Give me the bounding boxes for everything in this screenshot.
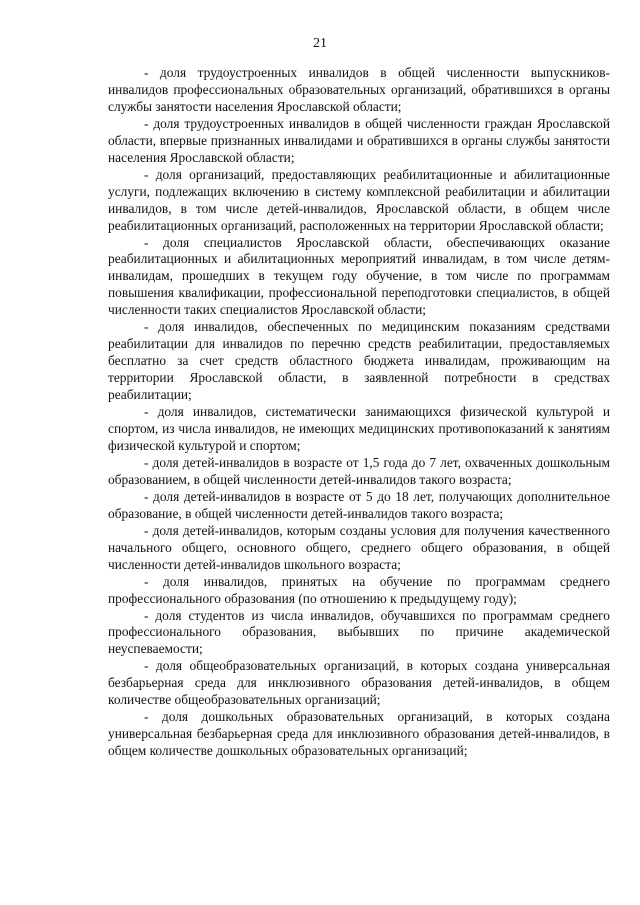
indicator-paragraph: - доля детей-инвалидов, которым созданы условия для получения качественного начального общего, основного общего, среднего общего образования, в общей численности детей-инвалидов школьного возраста; — [108, 522, 610, 572]
indicator-paragraph: - доля организаций, предоставляющих реабилитационные и абилитационные услуги, подлежащих включению в систему комплексной реабилитации и абилитации инвалидов, в том числе детей-инвалидов, Ярославской области, в общем числе реабилитационных организаций, расположенных на территории Ярославской области; — [108, 166, 610, 233]
document-body — [108, 65, 610, 760]
indicator-paragraph: - доля общеобразовательных организаций, в которых создана универсальная безбарьерная среда для инклюзивного образования детей-инвалидов, в общем количестве общеобразовательных организаций; — [108, 658, 610, 708]
indicator-paragraph: - доля инвалидов, обеспеченных по медицинским показаниям средствами реабилитации для инвалидов по перечню средств реабилитации, предоставляемых бесплатно за счет средств областного бюджета инвалидам, проживающим на территории Ярославской области, в заявленной потребности в средствах реабилитации; — [108, 319, 610, 403]
indicator-paragraph: - доля детей-инвалидов в возрасте от 1,5 года до 7 лет, охваченных дошкольным образованием, в общей численности детей-инвалидов такого возраста; — [108, 454, 610, 487]
indicator-paragraph: - доля специалистов Ярославской области, обеспечивающих оказание реабилитационных и абилитационных мероприятий инвалидам, в том числе детям-инвалидам, прошедших в текущем году обучение, в том числе по программам повышения квалификации, профессиональной переподготовки специалистов, в общей численности таких специалистов Ярославской области; — [108, 234, 610, 318]
indicator-paragraph: - доля детей-инвалидов в возрасте от 5 до 18 лет, получающих дополнительное образование, в общей численности детей-инвалидов такого возраста; — [108, 488, 610, 521]
indicator-paragraph: - доля трудоустроенных инвалидов в общей численности выпускников-инвалидов профессиональных образовательных организаций, обратившихся в органы службы занятости населения Ярославской области; — [108, 65, 610, 114]
indicator-paragraph: - доля дошкольных образовательных организаций, в которых создана универсальная безбарьерная среда для инклюзивного образования детей-инвалидов, в общем количестве дошкольных образовательных организаций; — [108, 709, 610, 759]
indicator-paragraph: - доля студентов из числа инвалидов, обучавшихся по программам среднего профессионального образования, выбывших по причине академической неуспеваемости; — [108, 607, 610, 657]
page-number: 21 — [313, 36, 327, 51]
indicator-paragraph: - доля трудоустроенных инвалидов в общей численности граждан Ярославской области, впервые признанных инвалидами и обратившихся в органы службы занятости населения Ярославской области; — [108, 115, 610, 165]
indicator-paragraph: - доля инвалидов, принятых на обучение по программам среднего профессионального образования (по отношению к предыдущему году); — [108, 573, 610, 606]
indicator-paragraph: - доля инвалидов, систематически занимающихся физической культурой и спортом, из числа инвалидов, не имеющих медицинских противопоказаний к занятиям физической культурой и спортом; — [108, 404, 610, 453]
